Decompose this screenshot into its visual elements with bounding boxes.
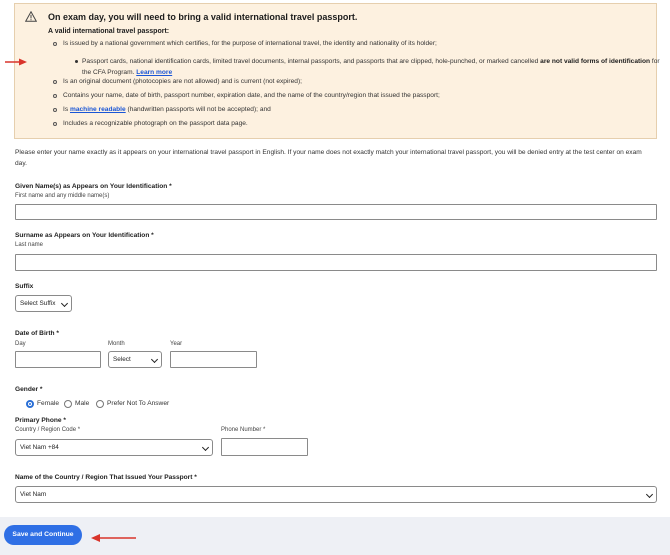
- given-name-hint: First name and any middle name(s): [15, 193, 110, 199]
- given-name-label: Given Name(s) as Appears on Your Identification *: [15, 183, 172, 190]
- phone-label: Primary Phone *: [15, 417, 66, 424]
- gender-label: Gender *: [15, 386, 43, 393]
- chevron-down-icon: [61, 300, 68, 307]
- given-name-input[interactable]: [15, 204, 657, 220]
- surname-hint: Last name: [15, 242, 44, 248]
- machine-readable-link[interactable]: machine readable: [69, 106, 126, 113]
- requirement-subitem: Passport cards, national identification cards, limited travel documents, internal passports, and passports that are clipped, hole-punched, or marked cancelled are not valid forms of identification for the CFA Program. Learn more: [82, 56, 667, 78]
- dob-month-select[interactable]: Select: [108, 351, 162, 368]
- dob-year-input[interactable]: [170, 351, 257, 368]
- notice-subtitle: A valid international travel passport:: [48, 28, 170, 35]
- gender-prefer-not-label: Prefer Not To Answer: [107, 400, 170, 407]
- dob-month-label: Month: [108, 341, 125, 347]
- country-code-select[interactable]: Viet Nam +84: [15, 439, 213, 456]
- dob-year-label: Year: [170, 341, 183, 347]
- annotation-arrow-icon: [90, 532, 138, 544]
- issuer-select[interactable]: Viet Nam: [15, 486, 657, 503]
- chevron-down-icon: [151, 356, 158, 363]
- phone-number-input[interactable]: [221, 438, 308, 456]
- gender-prefer-not-radio[interactable]: [96, 400, 104, 408]
- surname-input[interactable]: [15, 254, 657, 271]
- suffix-label: Suffix: [15, 283, 34, 290]
- phone-number-label: Phone Number *: [221, 427, 266, 433]
- gender-male-radio[interactable]: [64, 400, 72, 408]
- surname-label: Surname as Appears on Your Identification *: [15, 232, 154, 239]
- suffix-select[interactable]: Select Suffix: [15, 295, 72, 312]
- annotation-arrow-icon: [4, 57, 30, 67]
- intro-text: Please enter your name exactly as it appears on your international travel passport in English. If your name does not exactly match your international travel passport, you will be denied entry at the test center on exam day.: [15, 149, 642, 167]
- gender-female-label: Female: [37, 400, 59, 407]
- dob-label: Date of Birth *: [15, 330, 59, 337]
- save-and-continue-button[interactable]: Save and Continue: [4, 525, 82, 545]
- dob-day-label: Day: [15, 341, 26, 347]
- warning-icon: [25, 11, 37, 22]
- gender-male-label: Male: [75, 400, 90, 407]
- notice-title: On exam day, you will need to bring a valid international travel passport.: [48, 12, 358, 22]
- passport-notice: On exam day, you will need to bring a valid international travel passport. A valid international travel passport: Is issued by a national government which certifies, for the purpose of international travel, the identity and nationality of its holder; Passport cards, national identification cards, limited travel documents, internal passports, and passports that are clipped, hole-punched, or marked cancelled are not valid forms of identification for the CFA Program. Learn more Is an original document (photocopies are not allowed) and is current (not expired); Contains your name, date of birth, passport number, expiration date, and the name of the country/region that issued the passport; Is machine readable (handwritten passports will not be accepted); and Includes a recognizable photograph on the passport data page.: [14, 3, 657, 139]
- dob-day-input[interactable]: [15, 351, 101, 368]
- chevron-down-icon: [202, 444, 209, 451]
- chevron-down-icon: [646, 491, 653, 498]
- gender-female-radio[interactable]: [26, 400, 34, 408]
- country-code-label: Country / Region Code *: [15, 427, 81, 433]
- learn-more-link[interactable]: Learn more: [136, 69, 173, 76]
- issuer-label: Name of the Country / Region That Issued Your Passport *: [15, 474, 197, 481]
